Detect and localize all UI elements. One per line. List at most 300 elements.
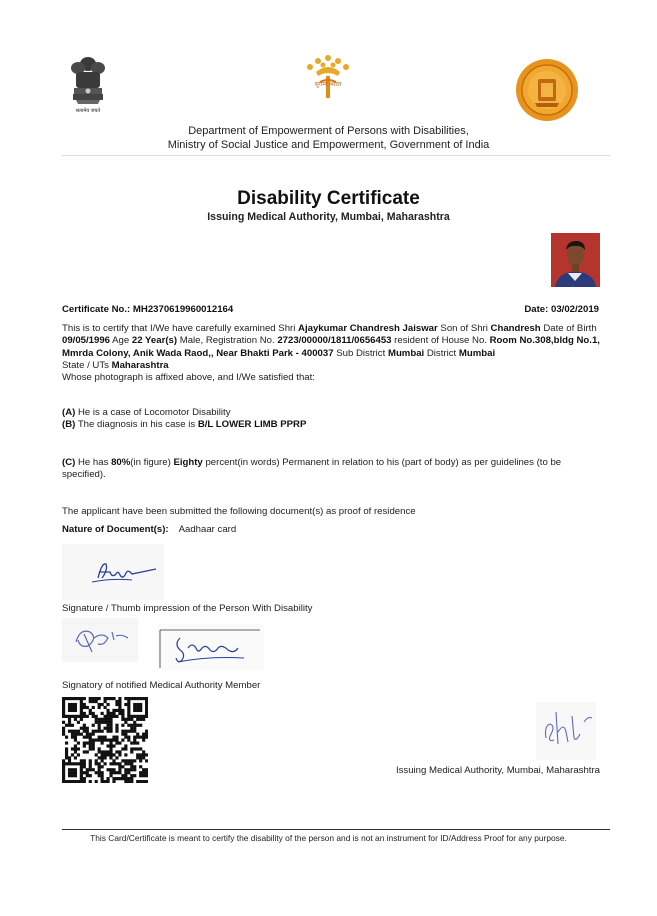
qr-module [106,780,109,783]
qr-module [89,709,92,712]
qr-module [74,697,77,700]
qr-module [118,709,121,712]
qr-module [86,771,89,774]
qr-module [68,768,71,771]
qr-module [71,736,74,739]
qr-module [83,706,86,709]
nature-label: Nature of Document(s): [62,524,169,535]
body-text: resident of House No. [391,335,490,347]
qr-module [145,730,148,733]
qr-module [92,744,95,747]
qr-module [139,724,142,727]
qr-module [121,712,124,715]
qr-module [83,765,86,768]
qr-module [95,771,98,774]
qr-module [104,739,107,742]
qr-module [109,741,112,744]
qr-module [121,715,124,718]
qr-module [133,715,136,718]
qr-module [101,756,104,759]
issuing-authority-subtitle: Issuing Medical Authority, Mumbai, Maharashtra [207,211,450,223]
qr-module [112,762,115,765]
qr-module [142,715,145,718]
qr-module [95,718,98,721]
qr-module [83,762,86,765]
qr-module [145,780,148,783]
qr-module [115,709,118,712]
qr-module [77,721,80,724]
qr-module [109,712,112,715]
state: Maharashtra [111,359,169,371]
certificate-date-field [524,304,599,315]
qr-module [68,715,71,718]
qr-module [118,768,121,771]
qr-module [65,750,68,753]
accessible-india-caption: सुगम्य भारत [314,81,342,88]
qr-module [62,703,65,706]
qr-module [68,774,71,777]
qr-module [62,706,65,709]
qr-module [136,703,139,706]
qr-module [77,730,80,733]
qr-module [71,733,74,736]
qr-module [62,768,65,771]
qr-module [101,753,104,756]
qr-module [68,724,71,727]
qr-module [95,721,98,724]
qr-module [124,721,127,724]
qr-module [62,774,65,777]
qr-module [130,750,133,753]
qr-module [104,736,107,739]
qr-module [139,756,142,759]
qr-module [74,730,77,733]
findings-a-b [62,407,602,432]
qr-module [118,712,121,715]
qr-module [68,721,71,724]
qr-module [74,733,77,736]
qr-module [142,780,145,783]
qr-module [89,747,92,750]
qr-module [86,736,89,739]
qr-module [86,733,89,736]
qr-module [130,777,133,780]
qr-module [112,739,115,742]
qr-module [136,736,139,739]
qr-module [98,768,101,771]
qr-module [130,762,133,765]
qr-module [121,724,124,727]
qr-module [80,771,83,774]
qr-module [112,777,115,780]
qr-module [83,744,86,747]
qr-module [98,706,101,709]
qr-module [62,697,65,700]
qr-module [121,739,124,742]
qr-module [65,780,68,783]
qr-module [62,771,65,774]
house-address: Room No.308,bldg No.1, Mmrda Colony, Anik Wada Raod,, Near Bhakti Park - 400037 [62,335,600,359]
qr-module [65,736,68,739]
qr-module [80,765,83,768]
finding-c-text: (in figure) [130,457,174,468]
authority-signature-1 [62,618,138,662]
qr-module [98,727,101,730]
accessible-india-logo [298,52,358,106]
qr-module [145,759,148,762]
qr-module [106,768,109,771]
qr-module [92,747,95,750]
qr-module [104,753,107,756]
qr-module [124,697,127,700]
qr-module [112,697,115,700]
qr-module [121,777,124,780]
qr-module [115,777,118,780]
qr-module [106,753,109,756]
qr-module [136,697,139,700]
state-seal [515,58,579,122]
qr-module [104,700,107,703]
certificate-number: MH2370619960012164 [132,304,234,315]
qr-module [118,762,121,765]
qr-module [130,768,133,771]
qr-module [74,750,77,753]
qr-module [68,709,71,712]
body-text: Male, Registration No. [177,335,278,347]
qr-module [124,774,127,777]
qr-module [95,730,98,733]
qr-module [118,750,121,753]
qr-module [115,756,118,759]
qr-module [142,768,145,771]
qr-module [124,733,127,736]
finding-c [62,457,602,482]
qr-module [83,771,86,774]
qr-module [95,697,98,700]
qr-module [139,718,142,721]
applicant-signature [62,544,164,600]
qr-module [145,697,148,700]
sub-district: Mumbai [387,347,425,359]
qr-module [62,730,65,733]
qr-module [95,715,98,718]
qr-module [80,715,83,718]
qr-module [139,759,142,762]
qr-module [80,762,83,765]
qr-module [118,741,121,744]
qr-module [136,715,139,718]
qr-module [106,724,109,727]
qr-module [77,715,80,718]
finding-a-text: He is a case of Locomotor Disability [75,407,231,418]
finding-c-text: He has [75,457,112,468]
qr-module [145,736,148,739]
national-emblem [64,54,112,120]
qr-module [95,780,98,783]
qr-module [101,712,104,715]
qr-module [127,759,130,762]
qr-module [89,736,92,739]
qr-module [130,774,133,777]
qr-module [136,709,139,712]
qr-module [89,765,92,768]
qr-module [80,759,83,762]
qr-module [80,718,83,721]
qr-module [124,768,127,771]
qr-module [112,759,115,762]
qr-module [89,733,92,736]
qr-module [98,771,101,774]
qr-module [80,697,83,700]
qr-module [115,727,118,730]
qr-module [145,700,148,703]
qr-module [127,703,130,706]
qr-module [106,709,109,712]
qr-module [89,762,92,765]
qr-module [139,703,142,706]
qr-module [74,771,77,774]
qr-module [121,709,124,712]
qr-module [74,774,77,777]
qr-module [115,771,118,774]
qr-module [127,768,130,771]
qr-module [80,777,83,780]
qr-module [112,753,115,756]
body-text: Age [110,335,132,347]
qr-module [115,750,118,753]
qr-module [130,747,133,750]
qr-module [121,747,124,750]
qr-module [106,712,109,715]
qr-module [109,768,112,771]
body-text: This is to certify that I/We have carefully examined Shri [62,323,299,334]
qr-module [109,774,112,777]
qr-module [118,753,121,756]
qr-module [130,727,133,730]
qr-module [115,762,118,765]
qr-module [65,697,68,700]
qr-module [130,759,133,762]
qr-module [115,715,118,718]
qr-module [95,762,98,765]
qr-module [133,768,136,771]
qr-module [127,715,130,718]
qr-module [112,780,115,783]
qr-module [77,741,80,744]
qr-module [133,721,136,724]
qr-module [145,768,148,771]
qr-module [115,730,118,733]
qr-module [65,741,68,744]
qr-module [142,753,145,756]
qr-code [62,697,148,783]
qr-module [109,756,112,759]
date-of-birth: 09/05/1996 [62,335,111,347]
qr-module [101,759,104,762]
qr-module [95,739,98,742]
qr-module [139,780,142,783]
certificate-date: 03/02/2019 [550,304,599,315]
qr-module [65,762,68,765]
qr-module [115,736,118,739]
qr-module [139,765,142,768]
qr-module [106,727,109,730]
qr-module [101,703,104,706]
qr-module [86,774,89,777]
qr-module [127,700,130,703]
qr-module [83,715,86,718]
applicant-name: Ajaykumar Chandresh Jaiswar [298,323,438,334]
qr-module [133,765,136,768]
qr-module [74,718,77,721]
qr-module [65,724,68,727]
department-line-1: Department of Empowerment of Persons with Disabilities, [188,125,469,137]
registration-number: 2723/00000/1811/0656453 [277,335,392,347]
qr-module [86,741,89,744]
qr-module [118,771,121,774]
qr-module [68,697,71,700]
qr-module [121,730,124,733]
qr-module [115,741,118,744]
qr-module [98,750,101,753]
qr-module [83,712,86,715]
qr-module [133,730,136,733]
qr-module [62,777,65,780]
qr-module [112,768,115,771]
qr-module [130,741,133,744]
qr-module [89,739,92,742]
qr-module [68,780,71,783]
qr-module [109,747,112,750]
qr-module [109,724,112,727]
qr-module [106,703,109,706]
qr-module [71,730,74,733]
qr-module [62,727,65,730]
qr-module [74,736,77,739]
qr-module [109,730,112,733]
qr-module [98,721,101,724]
qr-module [112,736,115,739]
qr-module [89,712,92,715]
qr-module [133,727,136,730]
qr-module [80,727,83,730]
qr-module [121,759,124,762]
qr-module [104,718,107,721]
body-text: Whose photograph is affixed above, and I/We satisfied that: [62,372,315,384]
qr-module [112,709,115,712]
qr-module [133,703,136,706]
qr-module [104,756,107,759]
qr-module [124,780,127,783]
qr-module [80,712,83,715]
qr-module [101,750,104,753]
qr-module [133,724,136,727]
qr-module [83,727,86,730]
qr-module [92,715,95,718]
qr-module [95,700,98,703]
qr-module [112,715,115,718]
qr-module [83,697,86,700]
qr-module [62,712,65,715]
nature-value: Aadhaar card [178,524,237,535]
department-line-2: Ministry of Social Justice and Empowerment, Government of India [167,139,490,151]
qr-module [139,709,142,712]
qr-module [109,744,112,747]
certificate-number-label: Certificate No.: [62,304,131,315]
qr-module [133,739,136,742]
qr-module [139,771,142,774]
qr-module [98,703,101,706]
qr-module [142,774,145,777]
district: Mumbai [458,347,496,359]
qr-module [83,759,86,762]
qr-module [106,715,109,718]
qr-module [139,753,142,756]
qr-module [112,712,115,715]
qr-module [86,750,89,753]
qr-module [139,715,142,718]
qr-module [101,780,104,783]
qr-module [68,771,71,774]
qr-module [62,765,65,768]
qr-module [130,765,133,768]
qr-module [130,715,133,718]
finding-b [62,419,602,431]
finding-a [62,407,602,419]
qr-module [80,709,83,712]
qr-module [101,718,104,721]
qr-module [124,777,127,780]
qr-module [62,759,65,762]
qr-module [68,718,71,721]
qr-module [71,747,74,750]
qr-module [65,753,68,756]
documents-intro: The applicant have been submitted the following document(s) as proof of residence [62,506,416,517]
qr-module [124,718,127,721]
qr-module [121,765,124,768]
qr-module [98,736,101,739]
authority-signature-2 [158,624,264,670]
qr-module [101,730,104,733]
finding-c-text: percent(in words) Permanent in relation to his (part of body) as per guidelines (to be specified). [62,457,562,481]
qr-module [124,730,127,733]
qr-module [106,777,109,780]
qr-module [136,733,139,736]
qr-module [106,744,109,747]
qr-module [109,715,112,718]
certificate-title: Disability Certificate [237,188,420,209]
qr-module [106,739,109,742]
qr-module [106,718,109,721]
qr-module [142,771,145,774]
qr-module [92,697,95,700]
qr-module [127,697,130,700]
qr-module [127,780,130,783]
qr-module [95,759,98,762]
qr-module [89,697,92,700]
qr-module [142,736,145,739]
qr-module [89,768,92,771]
qr-module [98,774,101,777]
disclaimer-text: This Card/Certificate is meant to certify the disability of the person and is not an instrument for ID/Address Proof for any purpose. [90,833,567,843]
qr-module [80,700,83,703]
qr-module [65,747,68,750]
qr-module [77,733,80,736]
qr-module [101,774,104,777]
header-divider [62,155,610,156]
qr-module [89,700,92,703]
qr-module [86,730,89,733]
